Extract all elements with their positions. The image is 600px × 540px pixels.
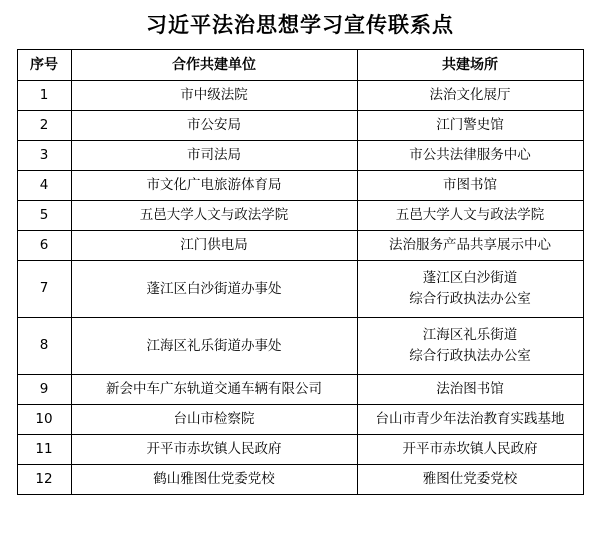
cell-index: 4	[17, 171, 71, 201]
table-body	[17, 81, 583, 495]
cell-unit	[71, 261, 357, 318]
cell-index: 9	[17, 375, 71, 405]
cell-line: 市文化广电旅游体育局	[146, 177, 282, 194]
cell-line: 江海区礼乐街道	[422, 327, 518, 344]
table-row	[17, 81, 583, 111]
cell-line: 江门警史馆	[436, 117, 504, 134]
cell-unit	[71, 318, 357, 375]
table-header-row	[17, 50, 583, 81]
table-row	[17, 375, 583, 405]
cell-venue	[357, 261, 583, 318]
table-row	[17, 465, 583, 495]
table-row	[17, 231, 583, 261]
cell-unit	[71, 201, 357, 231]
table-row	[17, 201, 583, 231]
cell-index: 10	[17, 405, 71, 435]
cell-line: 市司法局	[187, 147, 241, 164]
cell-line: 法治文化展厅	[429, 87, 511, 104]
cell-line: 新会中车广东轨道交通车辆有限公司	[106, 381, 322, 398]
cell-venue	[357, 111, 583, 141]
table-row	[17, 171, 583, 201]
cell-line: 蓬江区白沙街道办事处	[146, 280, 282, 297]
cell-line: 开平市赤坎镇人民政府	[402, 441, 538, 458]
cell-index: 5	[17, 201, 71, 231]
cell-unit	[71, 231, 357, 261]
cell-index: 3	[17, 141, 71, 171]
cell-venue	[357, 405, 583, 435]
cell-venue	[357, 171, 583, 201]
cell-line: 综合行政执法办公室	[409, 291, 531, 307]
cell-venue	[357, 318, 583, 375]
cell-line: 市公安局	[187, 117, 241, 134]
cell-venue	[357, 231, 583, 261]
cell-line: 江海区礼乐街道办事处	[146, 337, 282, 354]
table-row	[17, 405, 583, 435]
cell-index: 11	[17, 435, 71, 465]
table-row	[17, 435, 583, 465]
cell-line: 法治图书馆	[436, 381, 504, 398]
cell-line: 市公共法律服务中心	[409, 147, 531, 164]
cell-unit	[71, 405, 357, 435]
cell-venue	[357, 201, 583, 231]
contact-points-table	[17, 49, 584, 495]
cell-index: 12	[17, 465, 71, 495]
page-title: 习近平法治思想学习宣传联系点	[146, 12, 454, 37]
cell-line: 鹤山雅图仕党委党校	[153, 471, 275, 488]
cell-line: 法治服务产品共享展示中心	[389, 237, 551, 254]
cell-venue	[357, 435, 583, 465]
cell-venue	[357, 81, 583, 111]
cell-line: 五邑大学人文与政法学院	[395, 207, 545, 224]
cell-line: 蓬江区白沙街道	[422, 270, 518, 287]
cell-line: 市中级法院	[180, 87, 248, 104]
column-header-index: 序号	[17, 50, 71, 81]
cell-unit	[71, 171, 357, 201]
cell-unit	[71, 435, 357, 465]
cell-line: 综合行政执法办公室	[409, 348, 531, 364]
cell-line: 市图书馆	[443, 177, 497, 194]
cell-line: 开平市赤坎镇人民政府	[146, 441, 282, 458]
cell-venue	[357, 141, 583, 171]
cell-index: 8	[17, 318, 71, 375]
cell-index: 2	[17, 111, 71, 141]
cell-line: 雅图仕党委党校	[422, 471, 518, 488]
cell-venue	[357, 375, 583, 405]
cell-unit	[71, 81, 357, 111]
cell-index: 1	[17, 81, 71, 111]
cell-line: 江门供电局	[180, 237, 248, 254]
cell-line: 台山市青少年法治教育实践基地	[375, 411, 565, 428]
column-header-unit: 合作共建单位	[71, 50, 357, 81]
cell-venue	[357, 465, 583, 495]
cell-index: 7	[17, 261, 71, 318]
table-row	[17, 141, 583, 171]
cell-unit	[71, 465, 357, 495]
column-header-venue: 共建场所	[357, 50, 583, 81]
cell-unit	[71, 375, 357, 405]
table-row	[17, 318, 583, 375]
cell-unit	[71, 111, 357, 141]
table-row	[17, 261, 583, 318]
cell-line: 台山市检察院	[173, 411, 255, 428]
cell-line: 五邑大学人文与政法学院	[139, 207, 289, 224]
cell-index: 6	[17, 231, 71, 261]
table-header	[17, 50, 583, 81]
table-row	[17, 111, 583, 141]
cell-unit	[71, 141, 357, 171]
